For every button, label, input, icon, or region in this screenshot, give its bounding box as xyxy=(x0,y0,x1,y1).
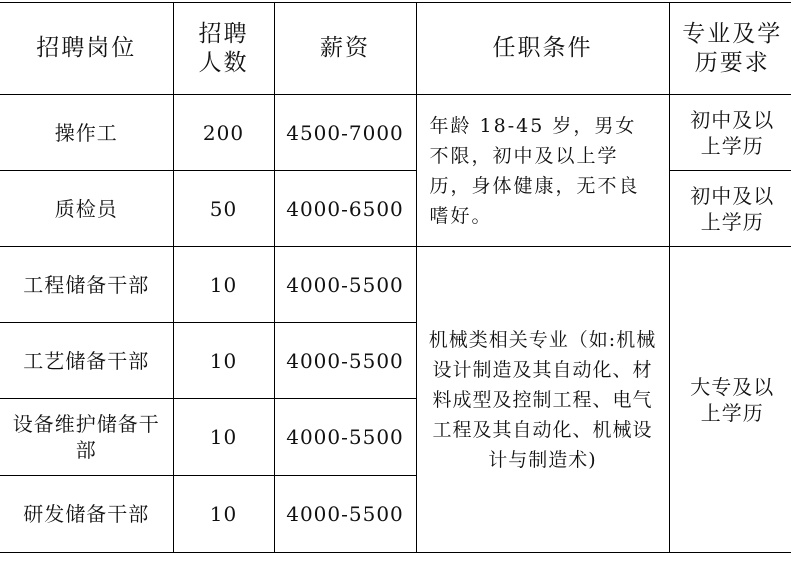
salary-cell: 4500-7000 xyxy=(274,95,416,171)
salary-cell: 4000-6500 xyxy=(274,171,416,247)
requirements-cell-reserve: 机械类相关专业（如:机械设计制造及其自动化、材料成型及控制工程、电气工程及其自动化、机械设计与制造术) xyxy=(416,247,669,553)
recruitment-table xyxy=(0,2,791,553)
count-cell: 200 xyxy=(173,95,274,171)
salary-cell: 4000-5500 xyxy=(274,323,416,399)
header-position: 招聘岗位 xyxy=(0,3,173,95)
header-row xyxy=(0,3,791,95)
salary-cell: 4000-5500 xyxy=(274,399,416,476)
count-cell: 10 xyxy=(173,247,274,323)
count-cell: 50 xyxy=(173,171,274,247)
table-row xyxy=(0,171,791,247)
position-cell: 操作工 xyxy=(0,95,173,171)
table-row xyxy=(0,95,791,171)
education-cell-reserve: 大专及以上学历 xyxy=(669,247,791,553)
position-cell: 研发储备干部 xyxy=(0,476,173,553)
position-cell: 质检员 xyxy=(0,171,173,247)
salary-cell: 4000-5500 xyxy=(274,247,416,323)
count-cell: 10 xyxy=(173,323,274,399)
requirements-cell-workers: 年龄 18-45 岁，男女不限，初中及以上学历，身体健康，无不良嗜好。 xyxy=(416,95,669,247)
header-requirements: 任职条件 xyxy=(416,3,669,95)
header-education: 专业及学历要求 xyxy=(669,3,791,95)
table-row xyxy=(0,247,791,323)
education-cell: 初中及以上学历 xyxy=(669,95,791,171)
header-count: 招聘人数 xyxy=(173,3,274,95)
count-cell: 10 xyxy=(173,399,274,476)
position-cell: 工艺储备干部 xyxy=(0,323,173,399)
position-cell: 设备维护储备干部 xyxy=(0,399,173,476)
header-salary: 薪资 xyxy=(274,3,416,95)
position-cell: 工程储备干部 xyxy=(0,247,173,323)
salary-cell: 4000-5500 xyxy=(274,476,416,553)
education-cell: 初中及以上学历 xyxy=(669,171,791,247)
count-cell: 10 xyxy=(173,476,274,553)
